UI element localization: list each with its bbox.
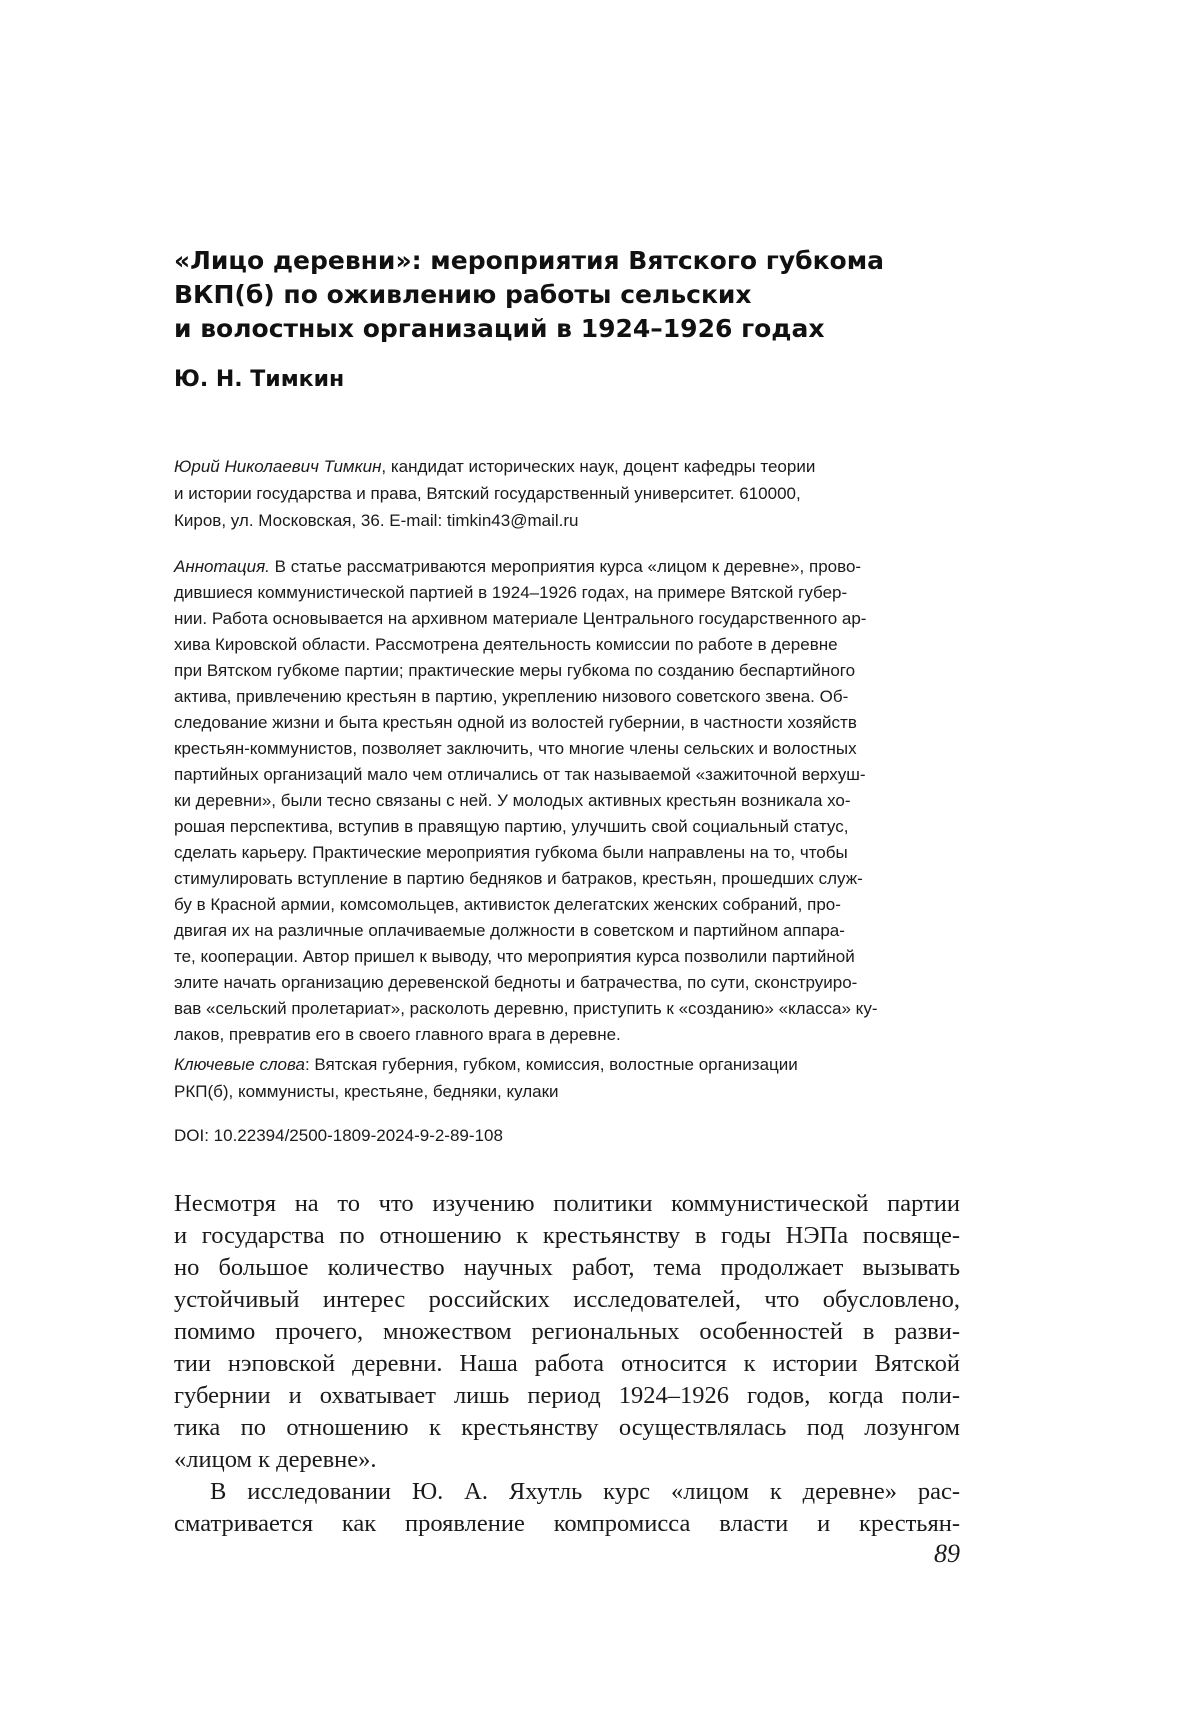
article-title [174, 244, 954, 346]
author-name: Ю. Н. Тимкин [174, 366, 344, 394]
keywords-text: : Вятская губерния, губком, комиссия, волостные организации [305, 1055, 798, 1074]
abstract-line: вав «сельский пролетариат», расколоть деревню, приступить к «созданию» «класса» ку- [174, 996, 960, 1022]
affiliation-line: и истории государства и права, Вятский государственный университет. 610000, [174, 480, 960, 507]
body-line: помимо прочего, множеством региональных особенностей в разви- [174, 1316, 960, 1348]
abstract-line: хива Кировской области. Рассмотрена деятельность комиссии по работе в деревне [174, 632, 960, 658]
abstract [174, 554, 960, 1048]
body-line: Несмотря на то что изучению политики коммунистической партии [174, 1188, 960, 1220]
page-number: 89 [934, 1538, 960, 1570]
body-line: тии нэповской деревни. Наша работа относится к истории Вятской [174, 1348, 960, 1380]
title-line: ВКП(б) по оживлению работы сельских [174, 278, 954, 312]
abstract-line: дившиеся коммунистической партией в 1924–1926 годах, на примере Вятской губер- [174, 580, 960, 606]
abstract-line: те, кооперации. Автор пришел к выводу, что мероприятия курса позволили партийной [174, 944, 960, 970]
abstract-line [174, 554, 960, 580]
abstract-line: при Вятском губкоме партии; практические меры губкома по созданию беспартийного [174, 658, 960, 684]
body-paragraph [174, 1188, 960, 1476]
abstract-line: элите начать организацию деревенской бедноты и батрачества, по сути, сконструиро- [174, 970, 960, 996]
keywords-label: Ключевые слова [174, 1055, 305, 1074]
abstract-line: нии. Работа основывается на архивном материале Центрального государственного ар- [174, 606, 960, 632]
abstract-line: сделать карьеру. Практические мероприятия губкома были направлены на то, чтобы [174, 840, 960, 866]
abstract-label: Аннотация. [174, 557, 270, 576]
body-line: губернии и охватывает лишь период 1924–1926 годов, когда поли- [174, 1380, 960, 1412]
affiliation-line: Киров, ул. Московская, 36. E-mail: timkin43@mail.ru [174, 507, 960, 534]
article-body [174, 1188, 960, 1540]
abstract-line: двигая их на различные оплачиваемые должности в советском и партийном аппара- [174, 918, 960, 944]
body-line: тика по отношению к крестьянству осуществлялась под лозунгом [174, 1412, 960, 1444]
abstract-line: крестьян-коммунистов, позволяет заключить, что многие члены сельских и волостных [174, 736, 960, 762]
keywords-line [174, 1051, 960, 1078]
abstract-line: следование жизни и быта крестьян одной из волостей губернии, в частности хозяйств [174, 710, 960, 736]
body-line: сматривается как проявление компромисса власти и крестьян- [174, 1508, 960, 1540]
abstract-line: стимулировать вступление в партию бедняков и батраков, крестьян, прошедших служ- [174, 866, 960, 892]
abstract-text: В статье рассматриваются мероприятия курса «лицом к деревне», прово- [270, 557, 861, 576]
body-line: «лицом к деревне». [174, 1444, 960, 1476]
author-full-name: Юрий Николаевич Тимкин [174, 457, 381, 476]
abstract-line: бу в Красной армии, комсомольцев, активисток делегатских женских собраний, про- [174, 892, 960, 918]
keywords-line: РКП(б), коммунисты, крестьяне, бедняки, кулаки [174, 1078, 960, 1105]
abstract-line: лаков, превратив его в своего главного врага в деревне. [174, 1022, 960, 1048]
author-affiliation [174, 453, 960, 534]
body-line: устойчивый интерес российских исследователей, что обусловлено, [174, 1284, 960, 1316]
doi: DOI: 10.22394/2500-1809-2024-9-2-89-108 [174, 1122, 960, 1149]
body-paragraph [174, 1476, 960, 1540]
affiliation-line [174, 453, 960, 480]
abstract-line: актива, привлечению крестьян в партию, укреплению низового советского звена. Об- [174, 684, 960, 710]
keywords [174, 1051, 960, 1105]
abstract-line: партийных организаций мало чем отличались от так называемой «зажиточной верхуш- [174, 762, 960, 788]
title-line: и волостных организаций в 1924–1926 годах [174, 312, 954, 346]
affiliation-text: , кандидат исторических наук, доцент кафедры теории [381, 457, 815, 476]
journal-page [174, 0, 960, 1710]
body-line: но большое количество научных работ, тема продолжает вызывать [174, 1252, 960, 1284]
body-line: и государства по отношению к крестьянству в годы НЭПа посвяще- [174, 1220, 960, 1252]
abstract-line: рошая перспектива, вступив в правящую партию, улучшить свой социальный статус, [174, 814, 960, 840]
title-line: «Лицо деревни»: мероприятия Вятского губкома [174, 244, 954, 278]
abstract-line: ки деревни», были тесно связаны с ней. У молодых активных крестьян возникала хо- [174, 788, 960, 814]
body-line: В исследовании Ю. А. Яхутль курс «лицом к деревне» рас- [174, 1476, 960, 1508]
